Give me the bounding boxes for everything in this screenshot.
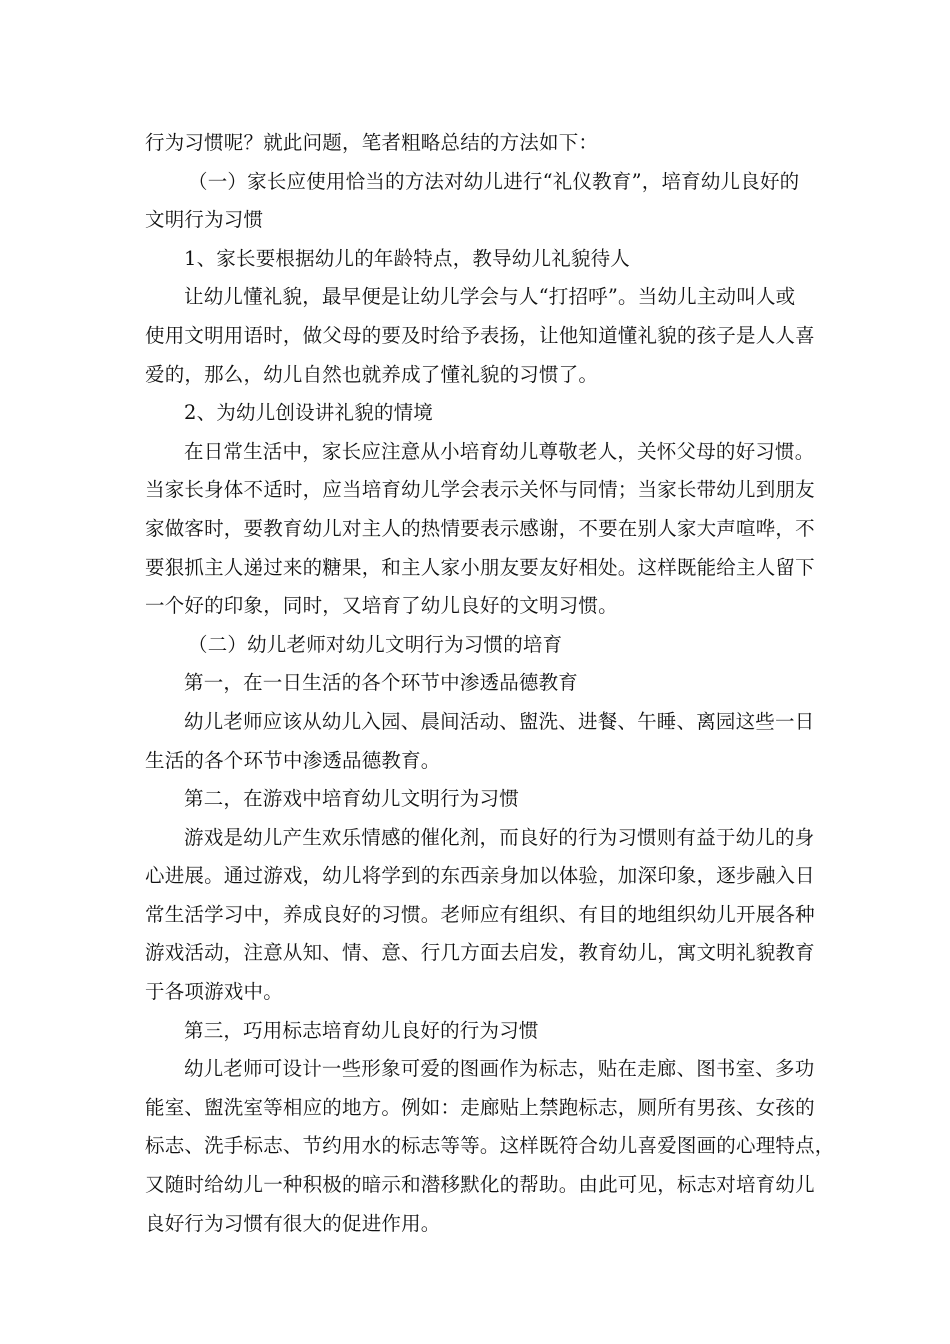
paragraph-line: 常生活学习中，养成良好的习惯。老师应有组织、有目的地组织幼儿开展各种 [145, 902, 815, 926]
paragraph-line: 要狠抓主人递过来的糖果，和主人家小朋友要友好相处。这样既能给主人留下 [145, 555, 815, 579]
paragraph-line: 让幼儿懂礼貌，最早便是让幼儿学会与人“打招呼”。当幼儿主动叫人或 [184, 285, 796, 309]
paragraph-line: 能室、盥洗室等相应的地方。例如：走廊贴上禁跑标志，厕所有男孩、女孩的 [145, 1095, 815, 1119]
subsection-heading: 第一，在一日生活的各个环节中渗透品德教育 [184, 671, 579, 695]
paragraph-line: 在日常生活中，家长应注意从小培育幼儿尊敬老人，关怀父母的好习惯。 [184, 439, 815, 463]
body-text [145, 124, 835, 1243]
paragraph-line: 又随时给幼儿一种积极的暗示和潜移默化的帮助。由此可见，标志对培育幼儿 [145, 1173, 815, 1197]
subsection-heading: 第二，在游戏中培育幼儿文明行为习惯 [184, 787, 519, 811]
paragraph-line: 良好行为习惯有很大的促进作用。 [145, 1211, 441, 1235]
paragraph-line: 一个好的印象，同时，又培育了幼儿良好的文明习惯。 [145, 594, 618, 618]
paragraph-line: 使用文明用语时，做父母的要及时给予表扬，让他知道懂礼貌的孩子是人人喜 [145, 323, 815, 347]
subsection-heading: 1、家长要根据幼儿的年龄特点，教导幼儿礼貌待人 [184, 246, 631, 270]
paragraph-line: 游戏是幼儿产生欢乐情感的催化剂，而良好的行为习惯则有益于幼儿的身 [184, 825, 815, 849]
section-heading: （二）幼儿老师对幼儿文明行为习惯的培育 [188, 632, 563, 656]
paragraph-line: 行为习惯呢？就此问题，笔者粗略总结的方法如下： [145, 131, 599, 154]
paragraph-line: 幼儿老师可设计一些形象可爱的图画作为标志，贴在走廊、图书室、多功 [184, 1057, 815, 1081]
paragraph-line: 心进展。通过游戏，幼儿将学到的东西亲身加以体验，加深印象，逐步融入日 [145, 864, 815, 888]
paragraph-line: 幼儿老师应该从幼儿入园、晨间活动、盥洗、进餐、午睡、离园这些一日 [184, 709, 815, 733]
paragraph-line: 生活的各个环节中渗透品德教育。 [145, 748, 441, 772]
paragraph-line: 于各项游戏中。 [145, 980, 283, 1004]
subsection-heading: 第三，巧用标志培育幼儿良好的行为习惯 [184, 1018, 539, 1042]
section-heading: （一）家长应使用恰当的方法对幼儿进行“礼仪教育”，培育幼儿良好的 [188, 169, 800, 193]
paragraph-line: 游戏活动，注意从知、情、意、行几方面去启发，教育幼儿，寓文明礼貌教育 [145, 941, 815, 965]
section-heading-continued: 文明行为习惯 [145, 208, 264, 232]
paragraph-line: 家做客时，要教育幼儿对主人的热情要表示感谢，不要在别人家大声喧哗，不 [145, 516, 815, 540]
paragraph-line: 当家长身体不适时，应当培育幼儿学会表示关怀与同情；当家长带幼儿到朋友 [145, 478, 815, 502]
subsection-heading: 2、为幼儿创设讲礼貌的情境 [184, 401, 434, 425]
paragraph-line: 标志、洗手标志、节约用水的标志等等。这样既符合幼儿喜爱图画的心理特点， [145, 1134, 835, 1158]
paragraph-line: 爱的，那么，幼儿自然也就养成了懂礼貌的习惯了。 [145, 362, 599, 386]
